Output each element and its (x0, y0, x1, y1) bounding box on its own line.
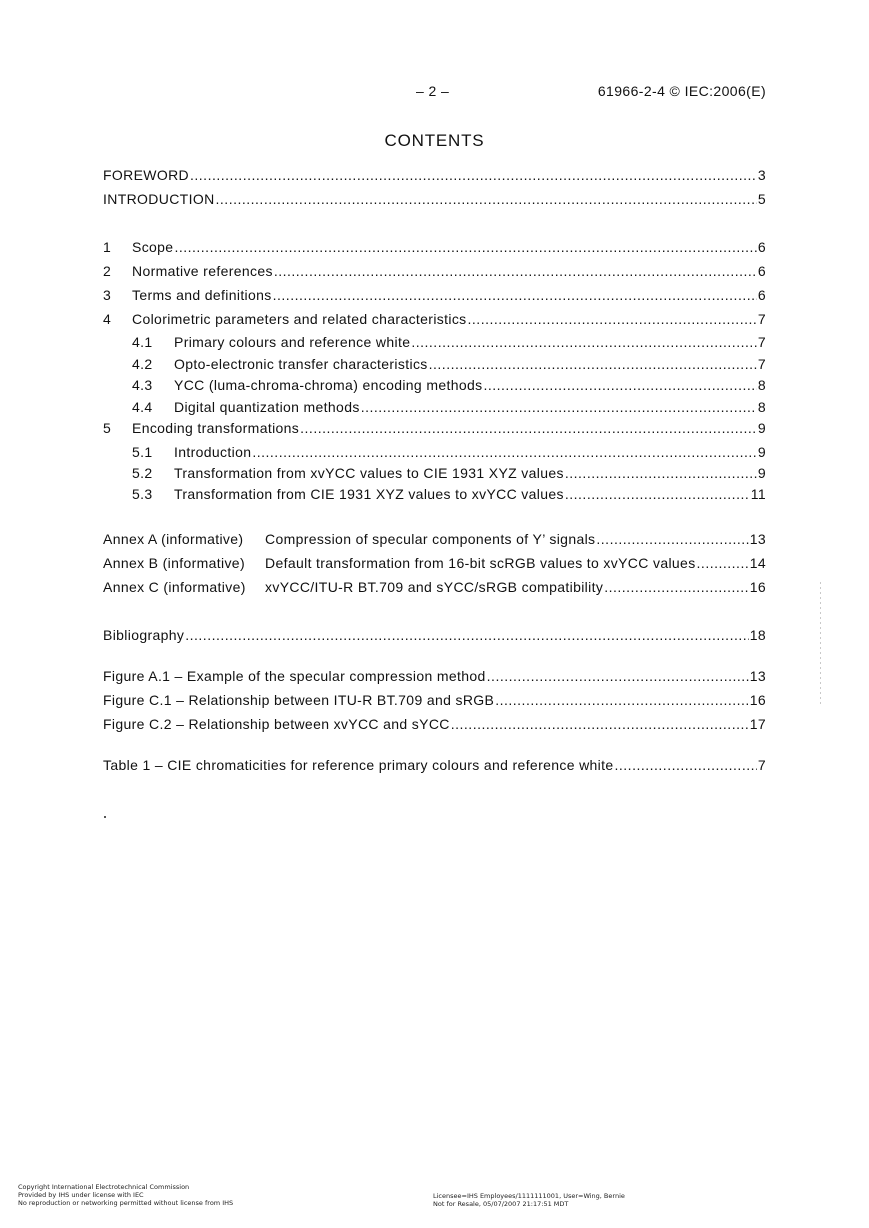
toc-page: 3 (757, 167, 766, 183)
toc-page: 6 (757, 263, 766, 279)
toc-label: Figure C.1 – Relationship between ITU-R BT.709 and sRGB (103, 692, 495, 708)
toc-entry-introduction[interactable] (103, 190, 766, 208)
toc-number: 4.1 (132, 334, 153, 350)
page-title: CONTENTS (384, 131, 485, 150)
footer-line: Copyright International Electrotechnical Commission (18, 1183, 190, 1191)
toc-page: 7 (757, 311, 766, 327)
dot-leader (565, 485, 750, 503)
footer-line: Not for Resale, 05/07/2007 21:17:51 MDT (433, 1200, 569, 1208)
toc-page: 7 (757, 334, 766, 350)
dot-leader (495, 691, 749, 709)
toc-number: 4.4 (132, 399, 153, 415)
toc-entry-figure-c2[interactable] (103, 715, 766, 733)
toc-label: Compression of specular components of Y’ signals (265, 531, 596, 547)
toc-page: 9 (757, 420, 766, 436)
dot-leader (411, 333, 757, 351)
toc-label: Primary colours and reference white (174, 334, 411, 350)
dot-leader (615, 756, 757, 774)
toc-entry-terms-definitions[interactable] (103, 286, 766, 304)
toc-page: 13 (749, 531, 766, 547)
toc-number: 4 (103, 311, 112, 327)
toc-label: FOREWORD (103, 167, 190, 183)
dot-leader (216, 190, 757, 208)
stray-mark (104, 816, 106, 818)
toc-entry-xvycc-to-xyz[interactable] (132, 464, 766, 482)
footer-line: No reproduction or networking permitted without license from IHS (18, 1199, 234, 1207)
toc-page: 6 (757, 239, 766, 255)
toc-page: 7 (757, 757, 766, 773)
toc-number: 5 (103, 420, 112, 436)
toc-label: Digital quantization methods (174, 399, 360, 415)
toc-number: 5.2 (132, 465, 153, 481)
toc-entry-introduction-5-1[interactable] (132, 443, 766, 461)
toc-page: 9 (757, 444, 766, 460)
toc-number: 3 (103, 287, 112, 303)
toc-label: Default transformation from 16-bit scRGB values to xvYCC values (265, 555, 696, 571)
toc-entry-foreword[interactable] (103, 166, 766, 184)
toc-entry-normative-references[interactable] (103, 262, 766, 280)
toc-entry-opto-electronic[interactable] (132, 355, 766, 373)
toc-label: Scope (132, 239, 174, 255)
table-of-contents (103, 0, 766, 1228)
footer-licensee (433, 1192, 625, 1208)
toc-entry-figure-c1[interactable] (103, 691, 766, 709)
toc-page: 9 (757, 465, 766, 481)
dot-leader (174, 238, 756, 256)
dot-leader (185, 626, 748, 644)
toc-number: 1 (103, 239, 112, 255)
dot-leader (487, 667, 749, 685)
toc-number: Annex B (informative) (103, 555, 245, 571)
dot-leader (273, 286, 757, 304)
toc-label: Colorimetric parameters and related characteristics (132, 311, 467, 327)
toc-number: 5.1 (132, 444, 153, 460)
document-id: 61966-2-4 © IEC:2006(E) (597, 83, 766, 99)
dot-leader (451, 715, 749, 733)
toc-label: Introduction (174, 444, 252, 460)
toc-page: 16 (749, 579, 766, 595)
dot-leader (468, 310, 757, 328)
toc-label: Terms and definitions (132, 287, 272, 303)
toc-entry-digital-quantization[interactable] (132, 398, 766, 416)
toc-number: Annex A (informative) (103, 531, 244, 547)
toc-label: Table 1 – CIE chromaticities for reference primary colours and reference white (103, 757, 614, 773)
toc-page: 8 (757, 399, 766, 415)
toc-number: 4.2 (132, 356, 153, 372)
toc-label: Figure C.2 – Relationship between xvYCC and sYCC (103, 716, 450, 732)
footer-line: Licensee=IHS Employees/1111111001, User=Wing, Bernie (433, 1192, 625, 1200)
toc-entry-primary-colours[interactable] (132, 333, 766, 351)
toc-page: 14 (749, 555, 766, 571)
toc-label: INTRODUCTION (103, 191, 215, 207)
dot-leader (697, 554, 749, 572)
toc-label: xvYCC/ITU-R BT.709 and sYCC/sRGB compatibility (265, 579, 604, 595)
toc-page: 18 (749, 627, 766, 643)
dot-leader (300, 419, 757, 437)
toc-entry-bibliography[interactable] (103, 626, 766, 644)
toc-page: 5 (757, 191, 766, 207)
toc-label: Transformation from xvYCC values to CIE 1931 XYZ values (174, 465, 564, 481)
toc-label: Encoding transformations (132, 420, 300, 436)
toc-entry-figure-a1[interactable] (103, 667, 766, 685)
dot-leader (565, 464, 757, 482)
toc-number: 5.3 (132, 486, 153, 502)
margin-watermark (820, 582, 821, 707)
dot-leader (604, 578, 749, 596)
footer-line: Provided by IHS under license with IEC (18, 1191, 144, 1199)
dot-leader (483, 376, 756, 394)
dot-leader (596, 530, 748, 548)
toc-number: 4.3 (132, 377, 153, 393)
toc-entry-annex-b[interactable] (103, 554, 766, 572)
dot-leader (274, 262, 757, 280)
toc-label: Figure A.1 – Example of the specular compression method (103, 668, 486, 684)
toc-label: Transformation from CIE 1931 XYZ values to xvYCC values (174, 486, 564, 502)
toc-entry-xyz-to-xvycc[interactable] (132, 485, 766, 503)
toc-page: 8 (757, 377, 766, 393)
dot-leader (252, 443, 757, 461)
dot-leader (190, 166, 757, 184)
toc-label: Opto-electronic transfer characteristics (174, 356, 428, 372)
toc-label: Normative references (132, 263, 273, 279)
toc-entry-scope[interactable] (103, 238, 766, 256)
toc-page: 16 (749, 692, 766, 708)
toc-entry-annex-a[interactable] (103, 530, 766, 548)
toc-label: Bibliography (103, 627, 185, 643)
toc-entry-colorimetric-parameters[interactable] (103, 310, 766, 328)
dot-leader (361, 398, 757, 416)
toc-page: 17 (749, 716, 766, 732)
footer-copyright (18, 1183, 233, 1207)
toc-label: YCC (luma-chroma-chroma) encoding methods (174, 377, 483, 393)
toc-entry-encoding-transformations[interactable] (103, 419, 766, 437)
toc-page: 7 (757, 356, 766, 372)
dot-leader (429, 355, 757, 373)
page-number: – 2 – (416, 83, 450, 99)
toc-number: 2 (103, 263, 112, 279)
toc-page: 11 (750, 486, 766, 502)
toc-page: 13 (749, 668, 766, 684)
toc-number: Annex C (informative) (103, 579, 246, 595)
toc-entry-ycc-encoding[interactable] (132, 376, 766, 394)
toc-entry-table-1[interactable] (103, 756, 766, 774)
toc-entry-annex-c[interactable] (103, 578, 766, 596)
toc-page: 6 (757, 287, 766, 303)
